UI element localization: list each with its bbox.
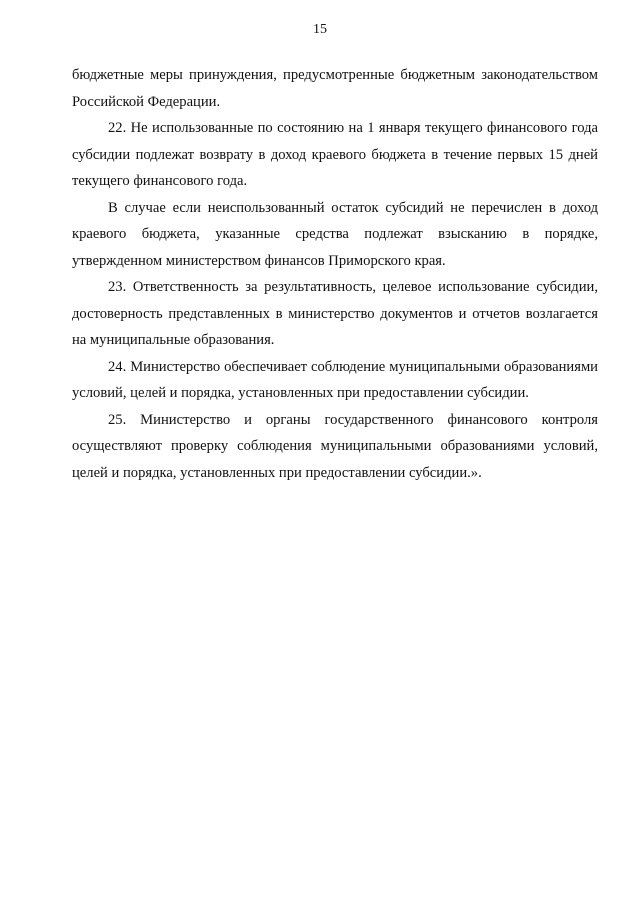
page-number: 15: [313, 22, 327, 37]
paragraph-23: 23. Ответственность за результативность, целевое использование субсидии, достоверность представленных в министерство документов и отчетов возлагается на муниципальные образования.: [72, 279, 598, 348]
paragraph-22: 22. Не использованные по состоянию на 1 января текущего финансового года субсидии подлежат возврату в доход краевого бюджета в течение первых 15 дней текущего финансового года.: [72, 120, 598, 189]
paragraph-25: 25. Министерство и органы государственного финансового контроля осуществляют проверку соблюдения муниципальными образованиями условий, целей и порядка, установленных при предоставлении субсидии.».: [72, 411, 598, 481]
paragraph-budget-measures: бюджетные меры принуждения, предусмотренные бюджетным законодательством Российской Федерации.: [72, 67, 598, 110]
paragraph-24: 24. Министерство обеспечивает соблюдение муниципальными образованиями условий, целей и порядка, установленных при предоставлении субсидии.: [72, 358, 598, 401]
paragraph-unused-balance: В случае если неиспользованный остаток субсидий не перечислен в доход краевого бюджета, указанные средства подлежат взысканию в порядке, утвержденном министерством финансов Приморского края.: [72, 199, 598, 269]
document-body: [72, 62, 598, 486]
